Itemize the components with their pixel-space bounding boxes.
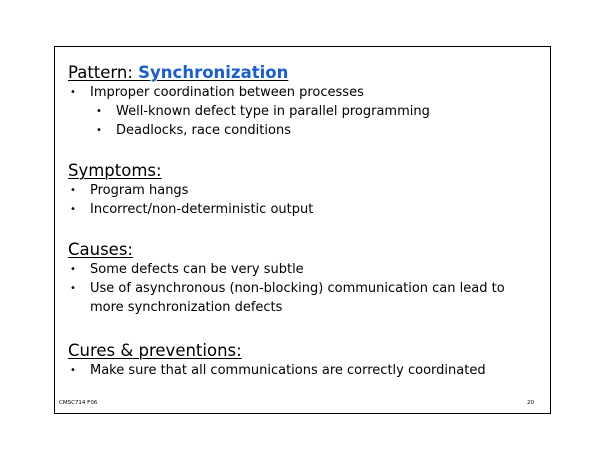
section-pattern xyxy=(68,63,538,140)
sub-bullet-item: • Deadlocks, race conditions xyxy=(68,121,538,140)
bullet-item: • Improper coordination between processes xyxy=(68,83,538,102)
causes-bullet-list xyxy=(68,260,538,317)
bullet-item: • Use of asynchronous (non-blocking) communication can lead to more synchronization defects xyxy=(68,279,538,317)
bullet-item: • Program hangs xyxy=(68,181,538,200)
symptoms-heading: Symptoms: xyxy=(68,161,162,180)
section-symptoms xyxy=(68,161,538,219)
footer-page-number: 20 xyxy=(527,400,534,406)
pattern-bullet-list xyxy=(68,83,538,140)
bullet-item: • Make sure that all communications are correctly coordinated xyxy=(68,361,538,380)
bullet-item: • Incorrect/non-deterministic output xyxy=(68,200,538,219)
slide xyxy=(54,46,551,414)
cures-bullet-list xyxy=(68,361,538,380)
footer-course: CMSC714 F06 xyxy=(59,400,98,406)
section-causes xyxy=(68,240,538,317)
cures-heading: Cures & preventions: xyxy=(68,341,242,360)
causes-heading: Causes: xyxy=(68,240,133,259)
section-cures xyxy=(68,341,538,380)
symptoms-bullet-list xyxy=(68,181,538,219)
pattern-name: Synchronization xyxy=(138,63,289,82)
sub-bullet-item: • Well-known defect type in parallel programming xyxy=(68,102,538,121)
bullet-item: • Some defects can be very subtle xyxy=(68,260,538,279)
pattern-heading xyxy=(68,63,538,83)
pattern-heading-prefix: Pattern: xyxy=(68,63,139,82)
